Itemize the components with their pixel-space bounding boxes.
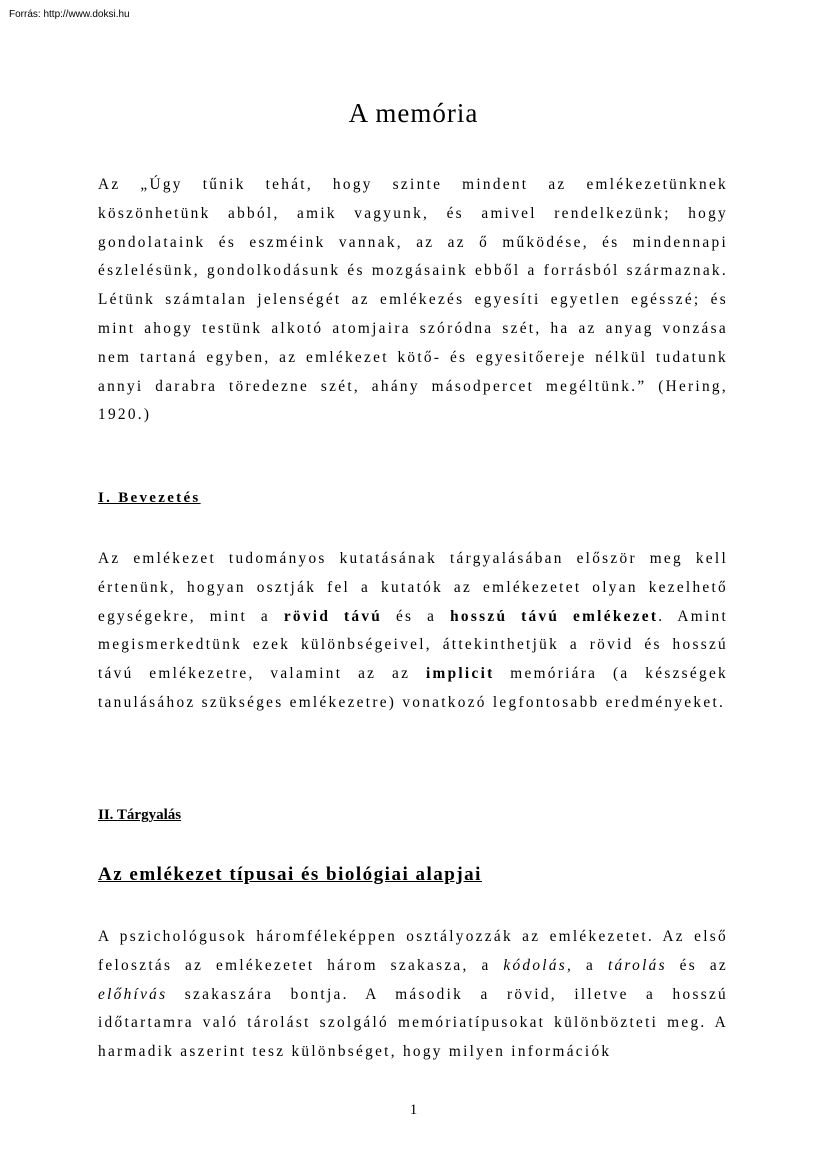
heading-targyalas: II. Tárgyalás: [98, 807, 182, 823]
page-number: 1: [409, 1102, 418, 1118]
source-header: Forrás: http://www.doksi.hu: [9, 9, 130, 20]
term-storage: tárolás: [607, 956, 667, 974]
term-long-term: hosszú távú emlékezet: [450, 607, 659, 625]
section-heading-intro: [98, 490, 728, 507]
term-implicit: implicit: [425, 665, 495, 683]
intro-paragraph: Az emlékezet tudományos kutatásának tárgyalásában először meg kell értenünk, hogyan osztják fel a kutatók az emlékezetet olyan kezelhető egységekre, mint a rövid távú és a hosszú távú emlékezet. Amint megismerkedtünk ezek különbségeivel, áttekinthetjük a rövid és hosszú távú emlékezetre, valamint az az implicit memóriára (a készségek tanulásához szükséges emlékezetre) vonatkozó legfontosabb eredményeket.: [98, 550, 729, 711]
term-short-term: rövid távú: [283, 607, 383, 625]
quote-paragraph: Az „Úgy tűnik tehát, hogy szinte mindent az emlékezetünknek köszönhetünk abból, amik vagyunk, és amivel rendelkezünk; hogy gondolataink és eszméink vannak, az az ő működése, és mindennapi észlelésünk, gondolkodásunk és mozgásaink ebből a forrásból származnak. Létünk számtalan jelenségét az emlékezés egyesíti egyetlen egésszé; és mint ahogy testünk alkotó atomjaira szóródna szét, ha az anyag vonzása nem tartaná egyben, az emlékezet kötő- és egyesitőereje nélkül tudatunk annyi darabra töredezne szét, ahány másodpercet megéltünk.” (Hering, 1920.): [98, 176, 728, 424]
subsection-heading: [98, 864, 728, 886]
discussion-section: [98, 923, 728, 1067]
section-heading-discussion: [98, 807, 728, 824]
heading-memory-types: Az emlékezet típusai és biológiai alapjai: [98, 864, 482, 885]
document-title: A memória: [348, 98, 479, 128]
opening-quote: [98, 171, 728, 430]
intro-section: [98, 545, 728, 718]
heading-bevezetes: I. Bevezetés: [98, 490, 201, 506]
discussion-paragraph: A pszichológusok háromféleképpen osztályozzák az emlékezetet. Az első felosztás az emlékezetet három szakasza, a kódolás, a tárolás és az előhívás szakaszára bontja. A második a rövid, illetve a hosszú időtartamra való tárolást szolgáló memóriatípusokat különbözteti meg. A harmadik aszerint tesz különbséget, hogy milyen információk: [98, 928, 728, 1061]
term-encoding: kódolás,: [503, 956, 574, 974]
term-retrieval: előhívás: [98, 985, 168, 1003]
